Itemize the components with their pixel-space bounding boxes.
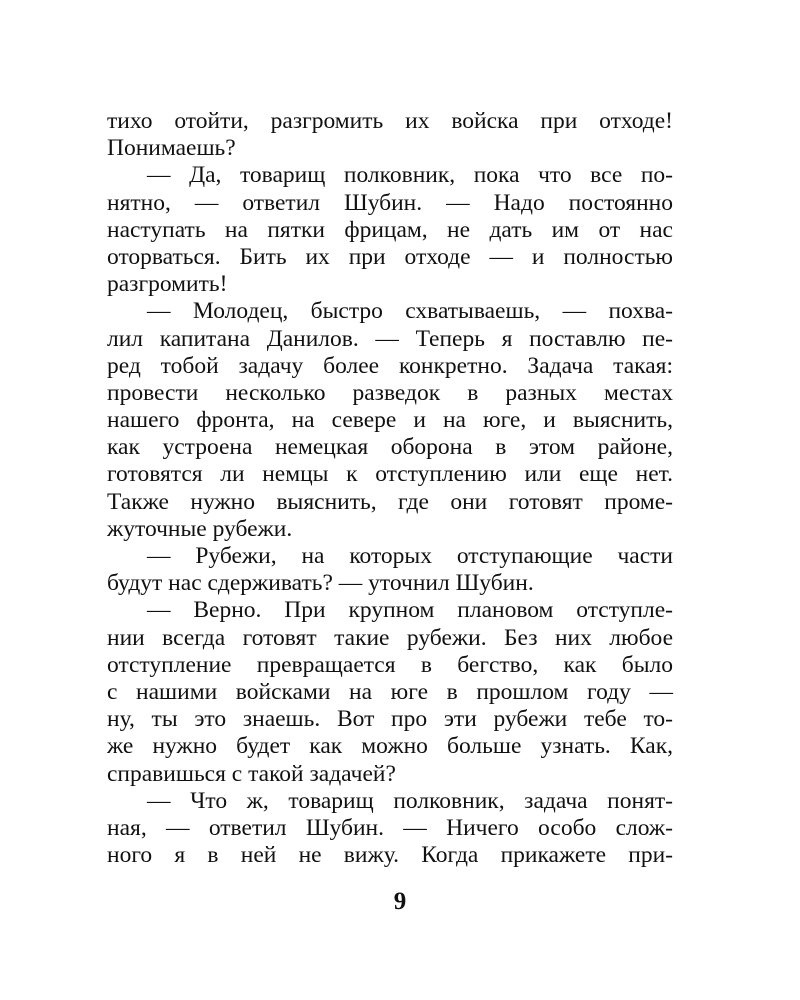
text-line: ред тобой задачу более конкретно. Задача такая: xyxy=(107,352,673,379)
page-number: 9 xyxy=(393,888,407,915)
text-line: готовятся ли немцы к отступлению или еще нет. xyxy=(107,461,673,488)
text-line: наступать на пятки фрицам, не дать им от нас xyxy=(107,216,673,243)
text-line: — Что ж, товарищ полковник, задача понят- xyxy=(147,787,673,814)
text-line: нятно, — ответил Шубин. — Надо постоянно xyxy=(107,189,673,216)
body-text xyxy=(107,108,673,869)
text-line: отступление превращается в бегство, как было xyxy=(107,651,673,678)
text-line: с нашими войсками на юге в прошлом году — xyxy=(107,678,673,705)
text-line: нашего фронта, на севере и на юге, и выяснить, xyxy=(107,407,673,434)
text-line: — Да, товарищ полковник, пока что все по- xyxy=(147,162,673,189)
text-line: жуточные рубежи. xyxy=(107,515,293,542)
text-line: лил капитана Данилов. — Теперь я поставлю пе- xyxy=(107,325,673,352)
text-line: как устроена немецкая оборона в этом районе, xyxy=(107,434,673,461)
text-line: Понимаешь? xyxy=(107,135,236,162)
text-line: — Верно. При крупном плановом отступле- xyxy=(147,597,673,624)
text-line: ная, — ответил Шубин. — Ничего особо слож- xyxy=(107,814,673,841)
text-line: оторваться. Бить их при отходе — и полностью xyxy=(107,243,673,270)
text-line: же нужно будет как можно больше узнать. Как, xyxy=(107,733,673,760)
text-line: провести несколько разведок в разных местах xyxy=(107,379,673,406)
text-line: ну, ты это знаешь. Вот про эти рубежи тебе то- xyxy=(107,706,673,733)
text-line: будут нас сдерживать? — уточнил Шубин. xyxy=(107,570,534,597)
text-line: разгромить! xyxy=(107,271,228,298)
text-line: Также нужно выяснить, где они готовят проме- xyxy=(107,488,673,515)
text-line: справишься с такой задачей? xyxy=(107,760,396,787)
text-line: — Рубежи, на которых отступающие части xyxy=(147,543,673,569)
text-line: — Молодец, быстро схватываешь, — похва- xyxy=(147,298,673,325)
text-line: ного я в ней не вижу. Когда прикажете при- xyxy=(107,842,673,869)
text-line: тихо отойти, разгромить их войска при отходе! xyxy=(107,108,673,134)
text-line: нии всегда готовят такие рубежи. Без них любое xyxy=(107,624,673,651)
